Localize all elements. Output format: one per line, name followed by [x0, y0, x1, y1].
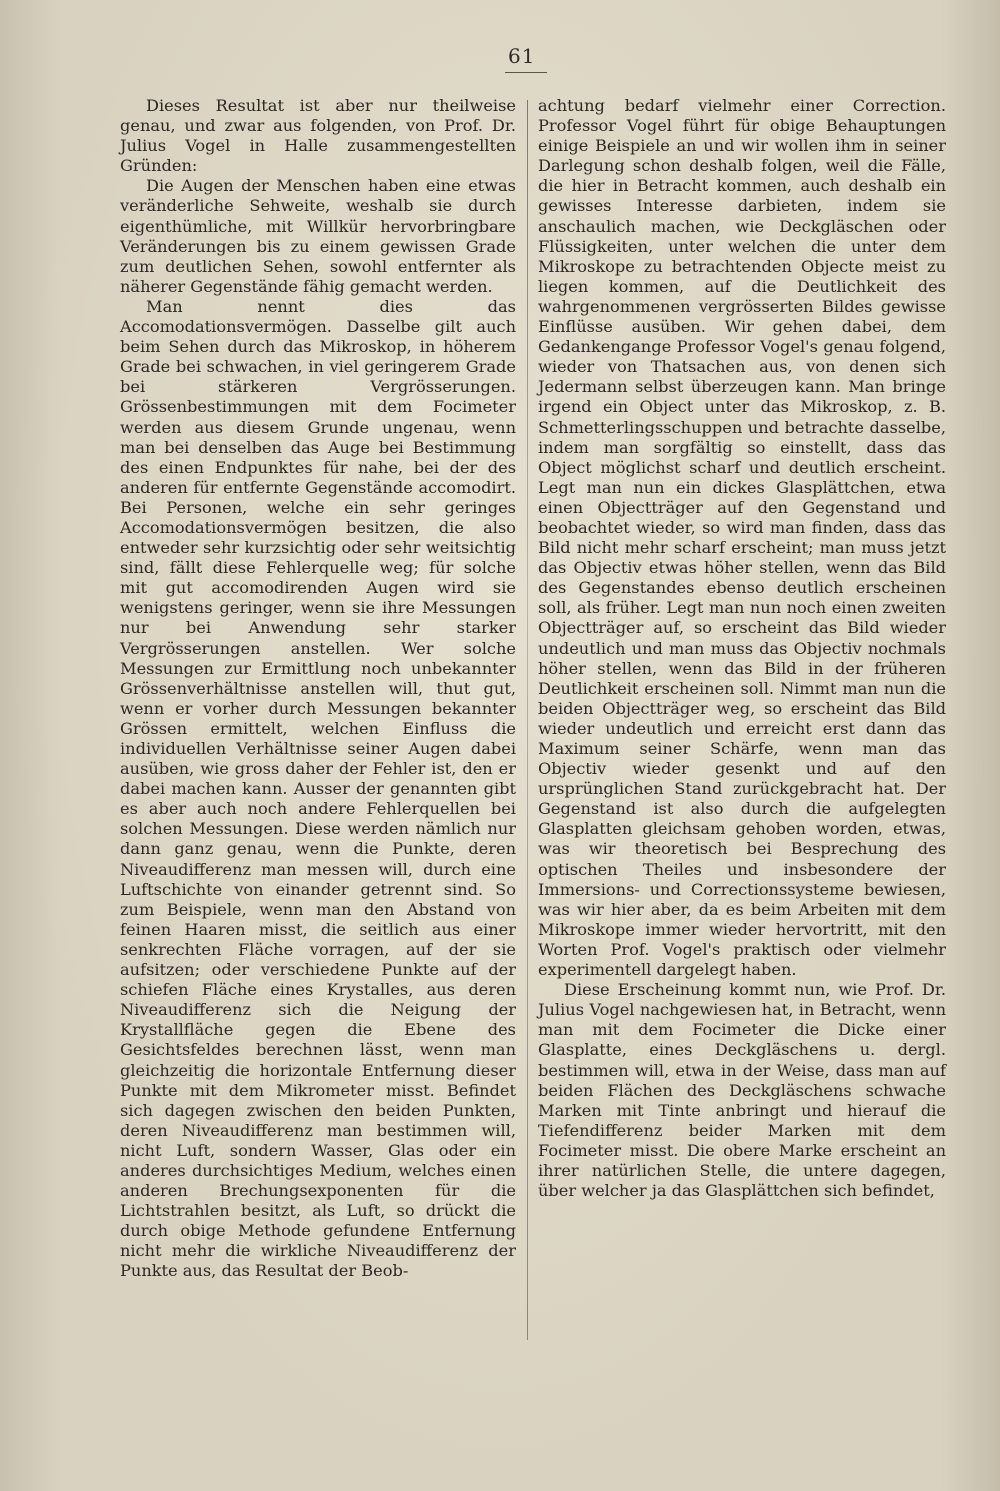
paragraph: Die Augen der Menschen haben eine etwas veränderliche Sehweite, weshalb sie durch eigenthümliche, mit Willkür hervorbringbare Veränderungen bis zu einem gewissen Grade zum deutlichen Sehen, sowohl entfernter als näherer Gegenstände fähig gemacht werden. — [120, 176, 516, 296]
paragraph: Man nennt dies das Accomodationsvermögen. Dasselbe gilt auch beim Sehen durch das Mikroskop, in höherem Grade bei schwachen, in viel geringerem Grade bei stärkeren Vergrösserungen. Grössenbestimmungen mit dem Focimeter werden aus diesem Grunde ungenau, wenn man bei denselben das Auge bei Bestimmung des einen Endpunktes für nahe, bei der des anderen für entfernte Gegenstände accomodirt. Bei Personen, welche ein sehr geringes Accomodationsvermögen besitzen, die also entweder sehr kurzsichtig oder sehr weitsichtig sind, fällt diese Fehlerquelle weg; für solche mit gut accomodirenden Augen wird sie wenigstens geringer, wenn sie ihre Messungen nur bei Anwendung sehr starker Vergrösserungen anstellen. Wer solche Messungen zur Ermittlung noch unbekannter Grössenverhältnisse anstellen will, thut gut, wenn er vorher durch Messungen bekannter Grössen ermittelt, welchen Einfluss die individuellen Verhältnisse seiner Augen dabei ausüben, wie gross daher der Fehler ist, den er dabei machen kann. Ausser der genannten gibt es aber auch noch andere Fehlerquellen bei solchen Messungen. Diese werden nämlich nur dann ganz genau, wenn die Punkte, deren Niveaudifferenz man messen will, durch eine Luftschichte von einander getrennt sind. So zum Beispiele, wenn man den Abstand von feinen Haaren misst, die seitlich aus einer senkrechten Fläche vorragen, auf der sie aufsitzen; oder verschiedene Punkte auf der schiefen Fläche eines Krystalles, aus deren Niveaudifferenz sich die Neigung der Krystallfläche gegen die Ebene des Gesichtsfeldes berechnen lässt, wenn man gleichzeitig die horizontale Entfernung dieser Punkte mit dem Mikrometer misst. Befindet sich dagegen zwischen den beiden Punkten, deren Niveaudifferenz man bestimmen will, nicht Luft, sondern Wasser, Glas oder ein anderes durchsichtiges Medium, welches einen anderen Brechungsexponenten für die Lichtstrahlen besitzt, als Luft, so drückt die durch obige Methode gefundene Entfernung nicht mehr die wirkliche Niveaudifferenz der Punkte aus, das Resultat der Beob- — [120, 296, 516, 1281]
column-divider — [527, 100, 528, 1340]
paragraph: achtung bedarf vielmehr einer Correction. Professor Vogel führt für obige Behauptungen einige Beispiele an und wir wollen ihm in seiner Darlegung schon deshalb folgen, weil die Fälle, die hier in Betracht kommen, auch deshalb ein gewisses Interesse darbieten, indem sie anschaulich machen, wie Deckgläschen oder Flüssigkeiten, unter welchen die unter dem Mikroskope zu betrachtenden Objecte meist zu liegen kommen, auf die Deutlichkeit des wahrgenommenen vergrösserten Bildes gewisse Einflüsse ausüben. Wir gehen dabei, dem Gedankengange Professor Vogel's genau folgend, wieder von Thatsachen aus, von denen sich Jedermann selbst überzeugen kann. Man bringe irgend ein Object unter das Mikroskop, z. B. Schmetterlingsschuppen und betrachte dasselbe, indem man sorgfältig so einstellt, dass das Object möglichst scharf und deutlich erscheint. Legt man nun ein dickes Glasplättchen, etwa einen Objectträger auf den Gegenstand und beobachtet wieder, so wird man finden, dass das Bild nicht mehr scharf erscheint; man muss jetzt das Objectiv etwas höher stellen, wenn das Bild des Gegenstandes ebenso deutlich erscheinen soll, als früher. Legt man nun noch einen zweiten Objectträger auf, so erscheint das Bild wieder undeutlich und man muss das Objectiv nochmals höher stellen, wenn das Bild in der früheren Deutlichkeit erscheinen soll. Nimmt man nun die beiden Objectträger weg, so erscheint das Bild wieder undeutlich und erreicht erst dann das Maximum seiner Schärfe, wenn man das Objectiv wieder gesenkt und auf den ursprünglichen Stand zurückgebracht hat. Der Gegenstand ist also durch die aufgelegten Glasplatten gleichsam gehoben worden, etwas, was wir theoretisch bei Besprechung des optischen Theiles und insbesondere der Immersions- und Correctionssysteme bewiesen, was wir hier aber, da es beim Arbeiten mit dem Mikroskope immer wieder hervortritt, mit den Worten Prof. Vogel's praktisch oder vielmehr experimentell dargelegt haben. — [538, 96, 946, 980]
paragraph: Diese Erscheinung kommt nun, wie Prof. Dr. Julius Vogel nachgewiesen hat, in Betracht, wenn man mit dem Focimeter die Dicke einer Glasplatte, eines Deckgläschens u. dergl. bestimmen will, etwa in der Weise, dass man auf beiden Flächen des Deckgläschens schwache Marken mit Tinte anbringt und hierauf die Tiefendifferenz beider Marken mit dem Focimeter misst. Die obere Marke erscheint an ihrer natürlichen Stelle, die untere dagegen, über welcher ja das Glasplättchen sich befindet, — [538, 980, 946, 1201]
page-number-rule — [505, 72, 547, 73]
right-column — [538, 96, 946, 1201]
paragraph: Dieses Resultat ist aber nur theilweise genau, und zwar aus folgenden, von Prof. Dr. Julius Vogel in Halle zusammengestellten Gründen: — [120, 96, 516, 176]
page-number: 61 — [508, 44, 536, 68]
left-column — [120, 96, 516, 1282]
